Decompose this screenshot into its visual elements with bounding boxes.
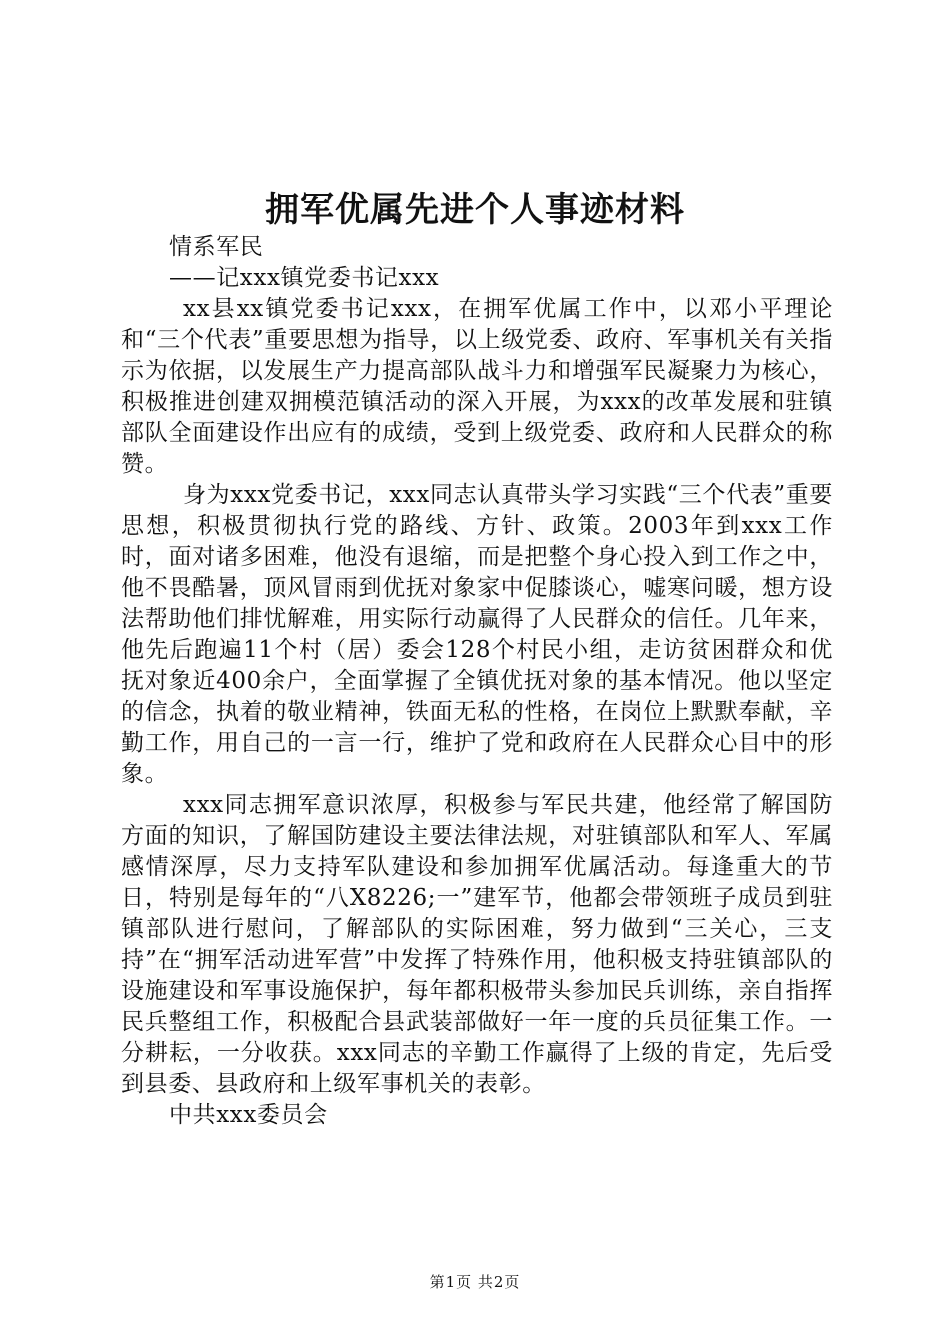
paragraph-2: 身为xxx党委书记，xxx同志认真带头学习实践“三个代表”重要思想，积极贯彻执行党的路线、方针、政策。2003年到xxx工作时，面对诸多困难，他没有退缩，而是把整个身心投入到工作之中，他不畏酷暑，顶风冒雨到优抚对象家中促膝谈心，嘘寒问暖，想方设法帮助他们排忧解难，用实际行动赢得了人民群众的信任。几年来，他先后跑遍11个村（居）委会128个村民小组，走访贫困群众和优抚对象近400余户，全面掌握了全镇优抚对象的基本情况。他以坚定的信念，执着的敬业精神，铁面无私的性格，在岗位上默默奉献，辛勤工作，用自己的一言一行，维护了党和政府在人民群众心目中的形象。 [121, 482, 833, 787]
paragraph-3: xxx同志拥军意识浓厚，积极参与军民共建，他经常了解国防方面的知识，了解国防建设主要法律法规，对驻镇部队和军人、军属感情深厚，尽力支持军队建设和参加拥军优属活动。每逢重大的节日，特别是每年的“八X8226;一”建军节，他都会带领班子成员到驻镇部队进行慰问，了解部队的实际困难，努力做到“三关心，三支持”在“拥军活动进军营”中发挥了特殊作用，他积极支持驻镇部队的设施建设和军事设施保护，每年都积极带头参加民兵训练，亲自指挥民兵整组工作，积极配合县武装部做好一年一度的兵员征集工作。一分耕耘，一分收获。xxx同志的辛勤工作赢得了上级的肯定，先后受到县委、县政府和上级军事机关的表彰。 [121, 792, 833, 1097]
paragraph-1: xx县xx镇党委书记xxx，在拥军优属工作中，以邓小平理论和“三个代表”重要思想为指导，以上级党委、政府、军事机关有关指示为依据，以发展生产力提高部队战斗力和增强军民凝聚力为核心，积极推进创建双拥模范镇活动的深入开展，为xxx的改革发展和驻镇部队全面建设作出应有的成绩，受到上级党委、政府和人民群众的称赞。 [121, 296, 833, 477]
section-subheading: ——记xxx镇党委书记xxx [169, 265, 440, 291]
document-title: 拥军优属先进个人事迹材料 [265, 190, 685, 230]
signature: 中共xxx委员会 [169, 1102, 328, 1128]
page-footer: 第1页 共2页 [429, 1273, 521, 1291]
section-heading: 情系军民 [169, 234, 264, 260]
document-body [121, 232, 833, 1131]
